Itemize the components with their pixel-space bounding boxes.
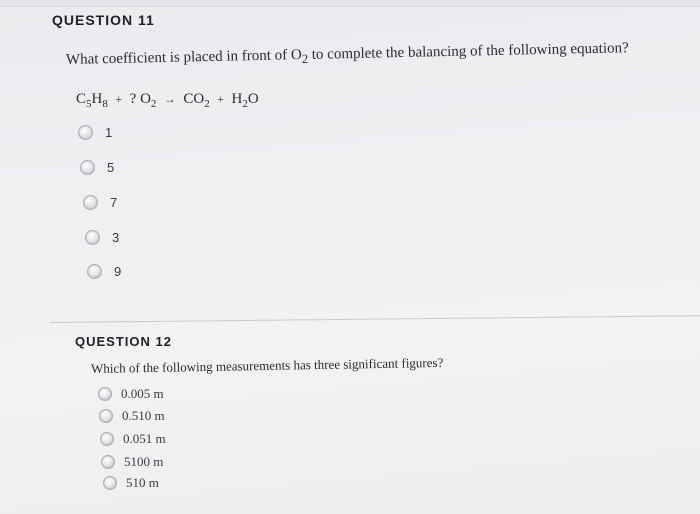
section-divider	[50, 315, 700, 323]
eq-arrow: →	[163, 92, 176, 106]
q12-option-5100[interactable]	[101, 454, 163, 470]
option-label: 510 m	[126, 475, 159, 490]
q12-option-510[interactable]	[103, 475, 159, 491]
radio-button[interactable]	[83, 195, 98, 210]
radio-button[interactable]	[87, 264, 102, 279]
q12-option-0-510[interactable]	[99, 408, 165, 424]
eq-water-h: H	[231, 91, 243, 107]
prompt-text-end: to complete the balancing of the following equation?	[307, 40, 629, 63]
option-label: 0.005 m	[121, 386, 164, 401]
option-label: 0.051 m	[123, 431, 166, 446]
eq-water-sub: 2	[242, 98, 248, 110]
prompt-subscript: 2	[301, 51, 309, 67]
radio-button[interactable]	[80, 160, 95, 175]
eq-o: O	[140, 91, 151, 107]
eq-h-sub: 8	[102, 98, 108, 110]
q11-option-5[interactable]	[80, 160, 114, 175]
q11-option-7[interactable]	[83, 195, 117, 210]
option-label: 1	[105, 125, 113, 140]
q11-option-9[interactable]	[87, 264, 121, 279]
eq-water-o: O	[247, 91, 259, 107]
eq-co: CO	[183, 91, 205, 107]
radio-button[interactable]	[100, 432, 114, 446]
top-border	[0, 0, 700, 7]
eq-plus: +	[115, 92, 123, 106]
option-label: 9	[114, 264, 122, 279]
eq-h: H	[91, 91, 103, 107]
q12-option-0-005[interactable]	[98, 386, 164, 402]
radio-button[interactable]	[85, 230, 100, 245]
q12-option-0-051[interactable]	[100, 431, 166, 447]
option-label: 5100 m	[124, 454, 164, 469]
radio-button[interactable]	[101, 455, 115, 469]
question-11-prompt	[66, 40, 629, 72]
eq-co-sub: 2	[204, 98, 210, 110]
radio-button[interactable]	[98, 387, 112, 401]
eq-coefficient: ?	[129, 91, 137, 107]
option-label: 0.510 m	[122, 408, 165, 423]
chemical-equation	[76, 91, 259, 110]
option-label: 7	[110, 195, 118, 210]
q11-option-1[interactable]	[78, 125, 112, 140]
question-11-heading: QUESTION 11	[52, 12, 155, 28]
option-label: 5	[107, 160, 115, 175]
radio-button[interactable]	[78, 125, 93, 140]
eq-c: C	[76, 91, 87, 107]
q11-option-3[interactable]	[85, 230, 119, 245]
eq-plus-2: +	[217, 92, 225, 106]
eq-c-sub: 5	[86, 98, 92, 110]
question-12-prompt: Which of the following measurements has three significant figures?	[90, 354, 444, 376]
option-label: 3	[112, 230, 120, 245]
radio-button[interactable]	[103, 476, 117, 490]
eq-o-sub: 2	[150, 98, 157, 110]
question-12-heading: QUESTION 12	[75, 334, 172, 349]
radio-button[interactable]	[99, 409, 113, 423]
prompt-text: What coefficient is placed in front of O	[65, 47, 302, 68]
